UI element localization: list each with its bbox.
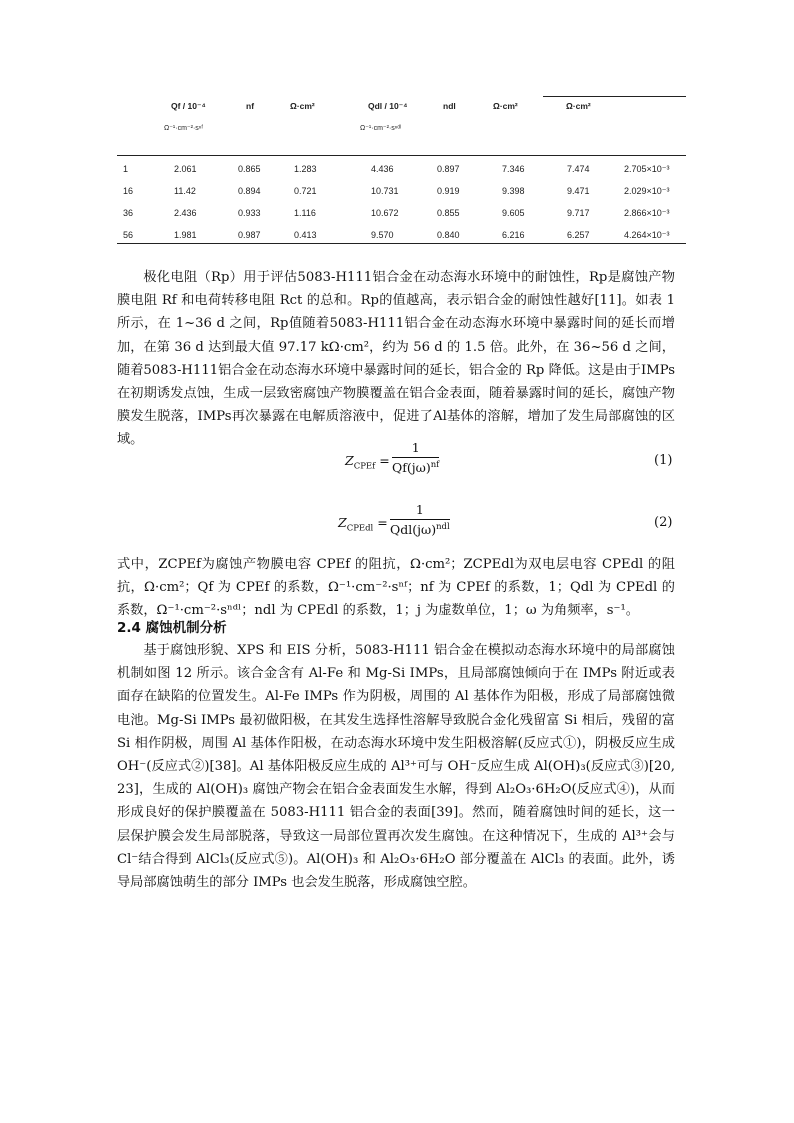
header-qf-unit: Ω⁻¹·cm⁻²·sⁿᶠ	[164, 125, 203, 132]
table-cell: 7.346	[502, 164, 525, 174]
paragraph-symbol-definitions: 式中，ZCPEf为腐蚀产物膜电容 CPEf 的阻抗，Ω·cm²；ZCPEdl为双电层电容 CPEdl 的阻抗，Ω·cm²；Qf 为 CPEf 的系数，Ω⁻¹·cm⁻²·sⁿᶠ；nf 为 CPEf 的系数，1；Qdl 为 CPEdl 的系数，Ω⁻¹·cm⁻²·sⁿᵈˡ；ndl 为 CPEdl 的系数，1；j 为虚数单位，1；ω 为角频率，s⁻¹。	[117, 557, 675, 619]
equation-2-fraction	[390, 502, 450, 537]
table-cell: 16	[123, 186, 134, 196]
table-cell: 1	[123, 164, 129, 174]
table-cell: 0.897	[437, 164, 460, 174]
fraction-bar	[390, 519, 450, 520]
equation-2-lhs: $Z_{CPEdl}$ =	[338, 515, 388, 534]
header-qf: Qf / 10⁻⁴	[171, 101, 206, 111]
table-cell: 4.436	[371, 164, 394, 174]
table-cell: 9.605	[502, 208, 525, 218]
table-cell: 0.894	[238, 186, 261, 196]
table-cell: 0.987	[238, 230, 261, 240]
table-cell: 7.474	[567, 164, 590, 174]
equation-1-lhs: $Z_{CPEf}$ =	[345, 453, 390, 472]
table-cell: 36	[123, 208, 134, 218]
table-cell: 0.933	[238, 208, 261, 218]
equation-2-numerator: 1	[415, 502, 424, 517]
table-cell: 1.981	[174, 230, 197, 240]
header-rp-unit: Ω·cm²	[566, 101, 591, 111]
header-rf-unit: Ω·cm²	[290, 101, 315, 111]
table-cell: 0.855	[437, 208, 460, 218]
header-nf: nf	[246, 101, 255, 111]
table-cell: 10.731	[371, 186, 399, 196]
equation-2-symbol: Z	[338, 515, 347, 530]
table-cell: 2.705×10⁻³	[624, 164, 670, 174]
table-cell: 9.717	[567, 208, 590, 218]
equation-1-subscript: CPEf	[353, 461, 376, 472]
fraction-bar	[392, 457, 439, 458]
table-cell: 1.116	[294, 208, 316, 218]
table-cell: 2.029×10⁻³	[624, 186, 670, 196]
header-rct-unit: Ω·cm²	[493, 101, 518, 111]
equation-1-denominator	[392, 460, 439, 475]
table-bottom-rule	[117, 243, 686, 244]
table-cell: 2.866×10⁻³	[624, 208, 670, 218]
table-cell: 6.216	[502, 230, 525, 240]
equation-2-den-text: Qdl(jω)	[390, 522, 437, 537]
table-top-rule	[543, 96, 686, 97]
table-cell: 9.398	[502, 186, 525, 196]
paragraph-corrosion-mechanism: 基于腐蚀形貌、XPS 和 EIS 分析，5083-H111 铝合金在模拟动态海水环境中的局部腐蚀机制如图 12 所示。该合金含有 Al-Fe 和 Mg-Si IMPs，且局部腐蚀倾向于在 IMPs 附近或表面存在缺陷的位置发生。Al-Fe IMPs 作为阴极，周围的 Al 基体作为阳极，形成了局部腐蚀微电池。Mg-Si IMPs 最初做阳极，在其发生选择性溶解导致脱合金化残留富 Si 相后，残留的富 Si 相作阴极，周围 Al 基体作阳极，在动态海水环境中发生阳极溶解(反应式①)，阴极反应生成 OH⁻(反应式②)[38]。Al 基体阳极反应生成的 Al³⁺可与 OH⁻反应生成 Al(OH)₃(反应式③)[20, 23]，生成的 Al(OH)₃ 腐蚀产物会在铝合金表面发生水解，得到 Al₂O₃·6H₂O(反应式④)，从而形成良好的保护膜覆盖在 5083-H111 铝合金的表面[39]。然而，随着腐蚀时间的延长，这一层保护膜会发生局部脱落，导致这一局部位置再次发生腐蚀。在这种情况下，生成的 Al³⁺会与 Cl⁻结合得到 AlCl₃(反应式⑤)。Al(OH)₃ 和 Al₂O₃·6H₂O 部分覆盖在 AlCl₃ 的表面。此外，诱导局部腐蚀萌生的部分 IMPs 也会发生脱落，形成腐蚀空腔。	[117, 643, 675, 891]
table-cell: 2.436	[174, 208, 197, 218]
table-cell: 0.865	[238, 164, 261, 174]
table-cell: 9.471	[567, 186, 590, 196]
equation-2-exponent: ndl	[436, 521, 450, 532]
equation-1-fraction	[392, 440, 439, 475]
equation-1-label: (1)	[654, 453, 673, 468]
table-cell: 0.721	[294, 186, 317, 196]
equation-1-exponent: nf	[430, 459, 440, 470]
table-cell: 11.42	[174, 186, 196, 196]
header-ndl: ndl	[443, 101, 456, 111]
table-cell: 10.672	[371, 208, 399, 218]
table-cell: 9.570	[371, 230, 394, 240]
table-cell: 6.257	[567, 230, 590, 240]
paragraph-polarization-resistance: 极化电阻（Rp）用于评估5083-H111铝合金在动态海水环境中的耐蚀性，Rp是腐蚀产物膜电阻 Rf 和电荷转移电阻 Rct 的总和。Rp的值越高，表示铝合金的耐蚀性越好[11]。如表 1 所示，在 1~36 d 之间，Rp值随着5083-H111铝合金在动态海水环境中暴露时间的延长而增加，在第 36 d 达到最大值 97.17 kΩ·cm²，约为 56 d 的 1.5 倍。此外，在 36~56 d 之间，随着5083-H111铝合金在动态海水环境中暴露时间的延长，铝合金的 Rp 降低。这是由于IMPs在初期诱发点蚀，生成一层致密腐蚀产物膜覆盖在铝合金表面，随着暴露时间的延长，腐蚀产物膜发生脱落，IMPs再次暴露在电解质溶液中，促进了Al基体的溶解，增加了发生局部腐蚀的区域。	[117, 270, 675, 448]
equation-2-label: (2)	[654, 515, 673, 530]
table-cell: 0.413	[294, 230, 317, 240]
table-cell: 0.840	[437, 230, 460, 240]
header-qdl: Qdl / 10⁻⁴	[368, 101, 408, 111]
table-cell: 4.264×10⁻³	[624, 230, 670, 240]
table-cell: 2.061	[174, 164, 197, 174]
equation-2-subscript: CPEdl	[346, 523, 374, 534]
table-cell: 56	[123, 230, 134, 240]
section-heading: 2.4 腐蚀机制分析	[117, 620, 227, 636]
equation-2-denominator	[390, 522, 450, 537]
equation-1-den-text: Qf(jω)	[392, 460, 431, 475]
header-qdl-unit: Ω⁻¹·cm⁻²·sⁿᵈˡ	[360, 125, 402, 132]
equation-1-numerator: 1	[411, 440, 420, 455]
equation-1-symbol: Z	[345, 453, 354, 468]
table-cell: 1.283	[294, 164, 317, 174]
table-header-rule	[117, 155, 686, 156]
table-cell: 0.919	[437, 186, 460, 196]
